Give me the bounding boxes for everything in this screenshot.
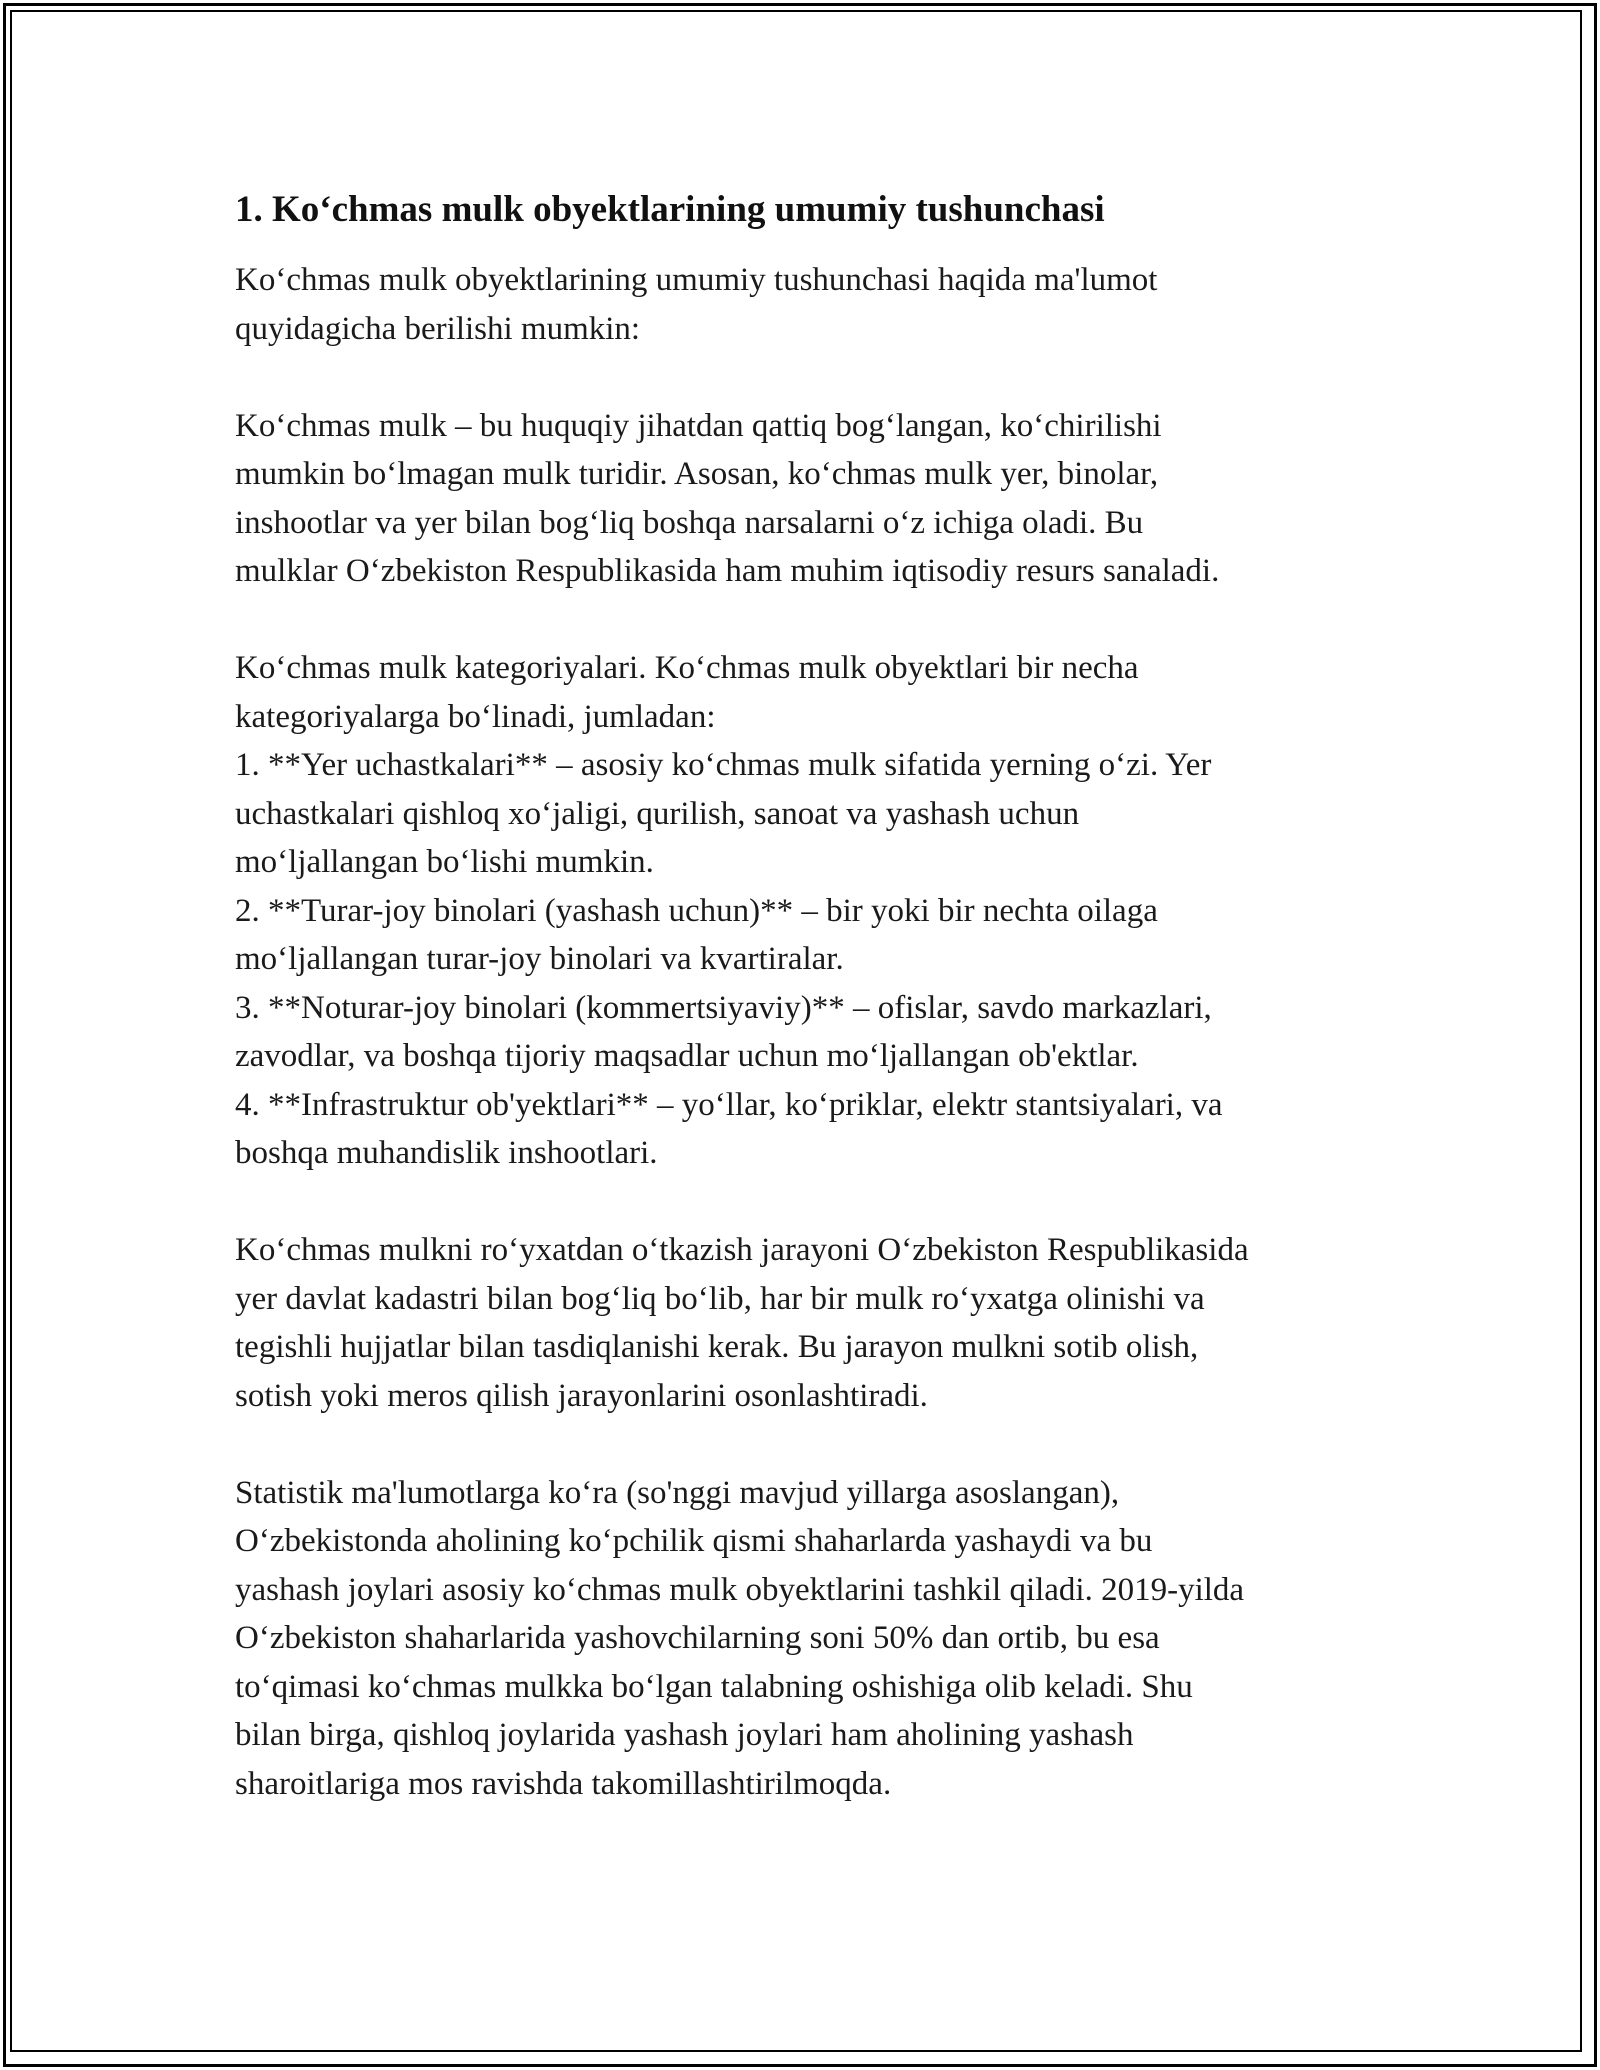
- section-heading: 1. Ko‘chmas mulk obyektlarining umumiy tushunchasi: [235, 189, 1105, 230]
- registration-line: Ko‘chmas mulkni ro‘yxatdan o‘tkazish jarayoni O‘zbekiston Respublikasida: [235, 1232, 1249, 1268]
- statistics-line: yashash joylari asosiy ko‘chmas mulk obyektlarini tashkil qiladi. 2019-yilda: [235, 1571, 1245, 1608]
- category-item-line: 1. **Yer uchastkalari** – asosiy ko‘chmas mulk sifatida yerning o‘zi. Yer: [235, 747, 1212, 783]
- definition-line: mumkin bo‘lmagan mulk turidir. Asosan, ko‘chmas mulk yer, binolar,: [235, 456, 1159, 492]
- categories-paragraph: [235, 644, 1375, 1178]
- category-item-line: mo‘ljallangan turar-joy binolari va kvartiralar.: [235, 941, 844, 977]
- category-item-line: uchastkalari qishloq xo‘jaligi, qurilish, sanoat va yashash uchun: [235, 795, 1080, 832]
- category-item-line: mo‘ljallangan bo‘lishi mumkin.: [235, 844, 654, 880]
- registration-line: tegishli hujjatlar bilan tasdiqlanishi kerak. Bu jarayon mulkni sotib olish,: [235, 1329, 1199, 1365]
- category-item-line: 4. **Infrastruktur ob'yektlari** – yo‘llar, ko‘priklar, elektr stantsiyalari, va: [235, 1086, 1223, 1123]
- paragraph-gap: [235, 1420, 1375, 1469]
- statistics-line: Statistik ma'lumotlarga ko‘ra (so'nggi mavjud yillarga asoslangan),: [235, 1474, 1120, 1511]
- categories-line: Ko‘chmas mulk kategoriyalari. Ko‘chmas mulk obyektlari bir necha: [235, 650, 1139, 686]
- definition-line: inshootlar va yer bilan bog‘liq boshqa narsalarni o‘z ichiga oladi. Bu: [235, 504, 1144, 541]
- intro-paragraph: [235, 256, 1375, 353]
- registration-line: sotish yoki meros qilish jarayonlarini osonlashtiradi.: [235, 1377, 928, 1414]
- definition-line: Ko‘chmas mulk – bu huquqiy jihatdan qattiq bog‘langan, ko‘chirilishi: [235, 407, 1162, 444]
- statistics-line: O‘zbekiston shaharlarida yashovchilarning soni 50% dan ortib, bu esa: [235, 1620, 1160, 1656]
- category-item-line: 3. **Noturar-joy binolari (kommertsiyaviy)** – ofislar, savdo markazlari,: [235, 989, 1212, 1026]
- paragraph-gap: [235, 1178, 1375, 1227]
- statistics-paragraph: [235, 1469, 1375, 1809]
- category-item-line: 2. **Turar-joy binolari (yashash uchun)** – bir yoki bir nechta oilaga: [235, 892, 1158, 929]
- category-item-line: boshqa muhandislik inshootlari.: [235, 1135, 658, 1171]
- category-item-line: zavodlar, va boshqa tijoriy maqsadlar uchun mo‘ljallangan ob'ektlar.: [235, 1038, 1139, 1074]
- statistics-line: bilan birga, qishloq joylarida yashash joylari ham aholining yashash: [235, 1717, 1134, 1753]
- definition-paragraph: [235, 402, 1375, 596]
- registration-paragraph: [235, 1226, 1375, 1420]
- statistics-line: to‘qimasi ko‘chmas mulkka bo‘lgan talabning oshishiga olib keladi. Shu: [235, 1668, 1193, 1705]
- paragraph-gap: [235, 596, 1375, 645]
- definition-line: mulklar O‘zbekiston Respublikasida ham muhim iqtisodiy resurs sanaladi.: [235, 553, 1220, 589]
- statistics-line: O‘zbekistonda aholining ko‘pchilik qismi shaharlarda yashaydi va bu: [235, 1523, 1153, 1559]
- registration-line: yer davlat kadastri bilan bog‘liq bo‘lib, har bir mulk ro‘yxatga olinishi va: [235, 1280, 1205, 1317]
- document-body: [235, 186, 1375, 1808]
- intro-line: Ko‘chmas mulk obyektlarining umumiy tushunchasi haqida ma'lumot: [235, 262, 1158, 298]
- categories-line: kategoriyalarga bo‘linadi, jumladan:: [235, 698, 716, 735]
- intro-line: quyidagicha berilishi mumkin:: [235, 310, 641, 347]
- statistics-line: sharoitlariga mos ravishda takomillashtirilmoqda.: [235, 1765, 892, 1802]
- paragraph-gap: [235, 353, 1375, 402]
